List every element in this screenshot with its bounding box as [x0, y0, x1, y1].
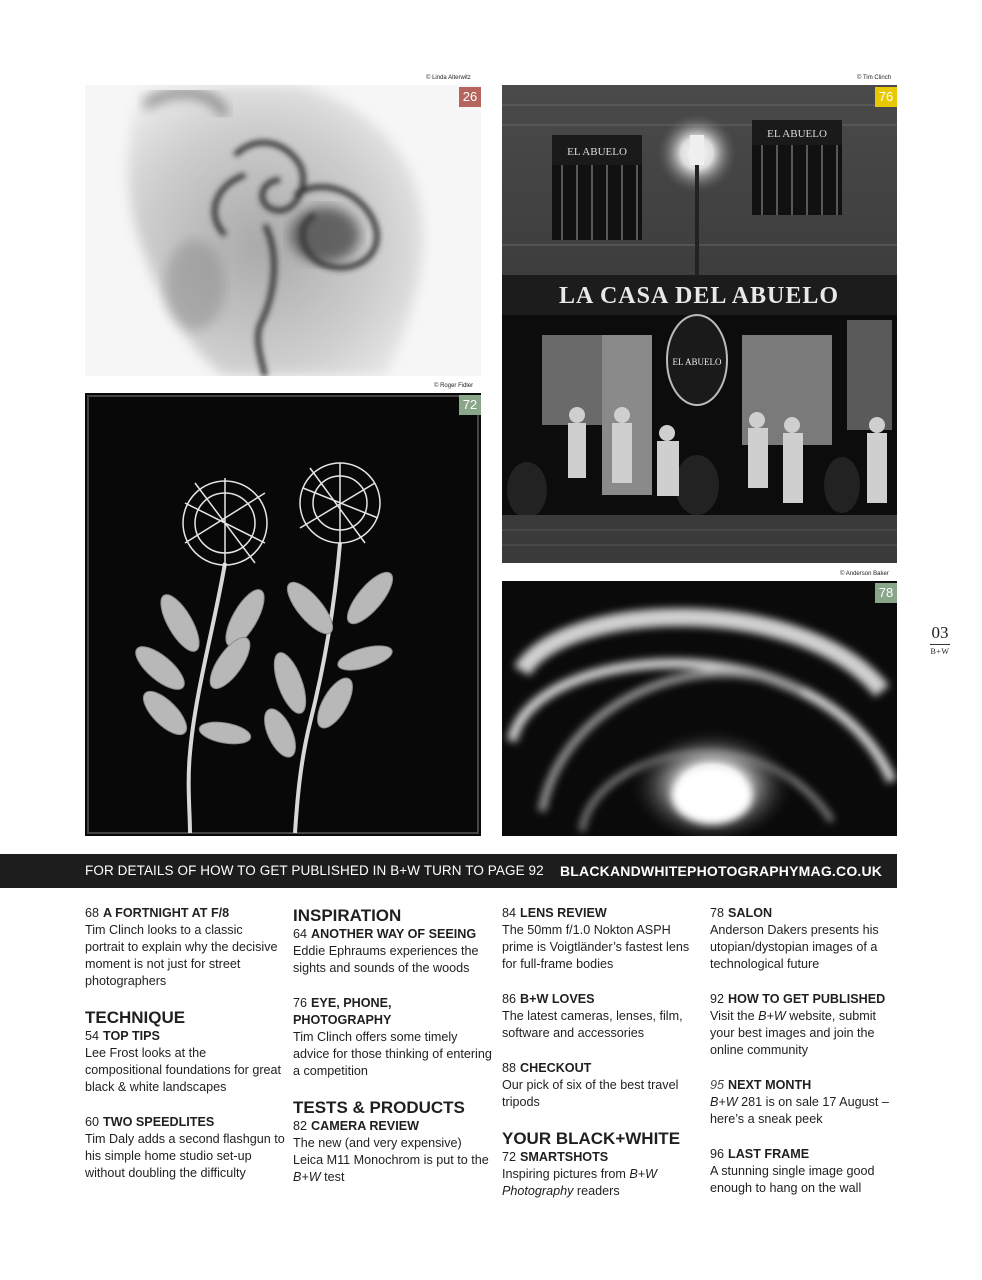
entry-description: Inspiring pictures from B+W Photography readers: [502, 1167, 658, 1198]
photo-light-tunnel[interactable]: [502, 581, 897, 836]
svg-text:EL ABUELO: EL ABUELO: [767, 128, 827, 140]
entry-title: LAST FRAME: [728, 1147, 810, 1161]
section-heading: YOUR BLACK+WHITE: [502, 1129, 681, 1148]
entry-title: HOW TO GET PUBLISHED: [728, 992, 886, 1006]
photo-credit: © Anderson Baker: [840, 571, 889, 577]
entry-description: Anderson Dakers presents his utopian/dystopian images of a technological future: [710, 923, 879, 971]
section-heading: INSPIRATION: [293, 906, 402, 925]
page-badge: 72: [459, 395, 481, 415]
entry-description: Eddie Ephraums experiences the sights and sounds of the woods: [293, 944, 479, 975]
tunnel-image: [502, 581, 897, 836]
contents-column-2: [293, 906, 493, 1204]
contents-entry[interactable]: 68 A FORTNIGHT AT F/8 Tim Clinch looks to a classic portrait to explain why the decisive moment is not just for street photographers: [85, 905, 285, 990]
entry-description: Lee Frost looks at the compositional foundations for great black & white landscapes: [85, 1046, 282, 1094]
section-heading: TESTS & PRODUCTS: [293, 1098, 465, 1117]
entry-description: The 50mm f/1.0 Nokton ASPH prime is Voigtländer’s fastest lens for full-frame bodies: [502, 923, 690, 971]
entry-title: TWO SPEEDLITES: [103, 1115, 215, 1129]
entry-title: A FORTNIGHT AT F/8: [103, 906, 230, 920]
street-bar-image: [502, 85, 897, 563]
flowers-image: [85, 393, 481, 836]
contents-entry[interactable]: 95 NEXT MONTH B+W 281 is on sale 17 August – here’s a sneak peek: [710, 1077, 900, 1128]
tattoo-image: [85, 85, 481, 376]
entry-description: Tim Clinch offers some timely advice for those thinking of entering a competition: [293, 1030, 492, 1078]
svg-text:EL ABUELO: EL ABUELO: [672, 357, 722, 367]
page-badge: 26: [459, 87, 481, 107]
entry-description: Visit the B+W website, submit your best images and join the online community: [710, 1009, 877, 1057]
section-heading: TECHNIQUE: [85, 1008, 186, 1027]
contents-entry[interactable]: 72 SMARTSHOTS Inspiring pictures from B+W Photography readers: [502, 1149, 702, 1200]
entry-title: CHECKOUT: [520, 1061, 592, 1075]
entry-description: The latest cameras, lenses, film, software and accessories: [502, 1009, 683, 1040]
contents-entry[interactable]: 92 HOW TO GET PUBLISHED Visit the B+W website, submit your best images and join the online community: [710, 991, 900, 1059]
contents-entry[interactable]: 88 CHECKOUT Our pick of six of the best travel tripods: [502, 1060, 702, 1111]
photo-protea-flowers[interactable]: [85, 393, 481, 836]
contents-entry[interactable]: 78 SALON Anderson Dakers presents his utopian/dystopian images of a technological future: [710, 905, 900, 973]
photo-credit: © Tim Clinch: [857, 75, 892, 81]
svg-text:EL ABUELO: EL ABUELO: [567, 146, 627, 158]
contents-entry[interactable]: 76 EYE, PHONE, PHOTOGRAPHY Tim Clinch offers some timely advice for those thinking of entering a competition: [293, 996, 492, 1078]
entry-title: SMARTSHOTS: [520, 1150, 609, 1164]
entry-title: EYE, PHONE, PHOTOGRAPHY: [293, 996, 392, 1027]
website-link[interactable]: BLACKANDWHITEPHOTOGRAPHYMAG.CO.UK: [560, 863, 883, 879]
photo-street-bar[interactable]: [502, 85, 897, 563]
page-badge: 76: [875, 87, 897, 107]
page-badge: 78: [875, 583, 897, 603]
contents-entry[interactable]: 64 ANOTHER WAY OF SEEING Eddie Ephraums experiences the sights and sounds of the woods: [293, 926, 493, 977]
page-number: 03: [931, 623, 949, 642]
entry-title: B+W LOVES: [520, 992, 595, 1006]
contents-entry[interactable]: 96 LAST FRAME A stunning single image good enough to hang on the wall: [710, 1146, 900, 1197]
contents-entry[interactable]: 54 TOP TIPS Lee Frost looks at the compositional foundations for great black & white landscapes: [85, 1028, 285, 1096]
entry-title: SALON: [728, 906, 773, 920]
contents-entry[interactable]: 86 B+W LOVES The latest cameras, lenses, film, software and accessories: [502, 991, 702, 1042]
entry-description: Our pick of six of the best travel tripods: [502, 1078, 679, 1109]
contents-entry[interactable]: 82 CAMERA REVIEW The new (and very expensive) Leica M11 Monochrom is put to the B+W test: [293, 1118, 493, 1186]
entry-title: NEXT MONTH: [728, 1078, 812, 1092]
publish-banner: [0, 854, 897, 888]
entry-description: Tim Daly adds a second flashgun to his simple home studio set-up without doubling the difficulty: [85, 1132, 285, 1180]
contents-column-3: [502, 905, 702, 1218]
entry-title: ANOTHER WAY OF SEEING: [311, 927, 477, 941]
entry-description: Tim Clinch looks to a classic portrait to explain why the decisive moment is not just for street photographers: [85, 923, 278, 988]
entry-title: TOP TIPS: [103, 1029, 160, 1043]
entry-description: The new (and very expensive) Leica M11 Monochrom is put to the B+W test: [293, 1136, 489, 1184]
contents-column-1: [85, 905, 285, 1200]
entry-description: B+W 281 is on sale 17 August – here’s a sneak peek: [710, 1095, 889, 1126]
contents-entry[interactable]: 60 TWO SPEEDLITES Tim Daly adds a second flashgun to his simple home studio set-up without doubling the difficulty: [85, 1115, 285, 1180]
photo-credit: © Roger Fidler: [434, 383, 474, 389]
contents-entry[interactable]: 84 LENS REVIEW The 50mm f/1.0 Nokton ASPH prime is Voigtländer’s fastest lens for full-frame bodies: [502, 905, 702, 973]
banner-text: FOR DETAILS OF HOW TO GET PUBLISHED IN B+W TURN TO PAGE 92: [85, 863, 544, 878]
svg-text:LA CASA DEL ABUELO: LA CASA DEL ABUELO: [558, 283, 840, 309]
entry-title: LENS REVIEW: [520, 906, 607, 920]
page-folio: [922, 624, 958, 656]
entry-title: CAMERA REVIEW: [311, 1119, 419, 1133]
photo-tattooed-shoulder[interactable]: [85, 85, 481, 376]
contents-column-4: [710, 905, 900, 1215]
folio-divider: [930, 644, 950, 645]
entry-description: A stunning single image good enough to hang on the wall: [710, 1164, 875, 1195]
photo-credit: © Linda Alterwitz: [426, 75, 471, 81]
folio-label: B+W: [930, 647, 950, 656]
